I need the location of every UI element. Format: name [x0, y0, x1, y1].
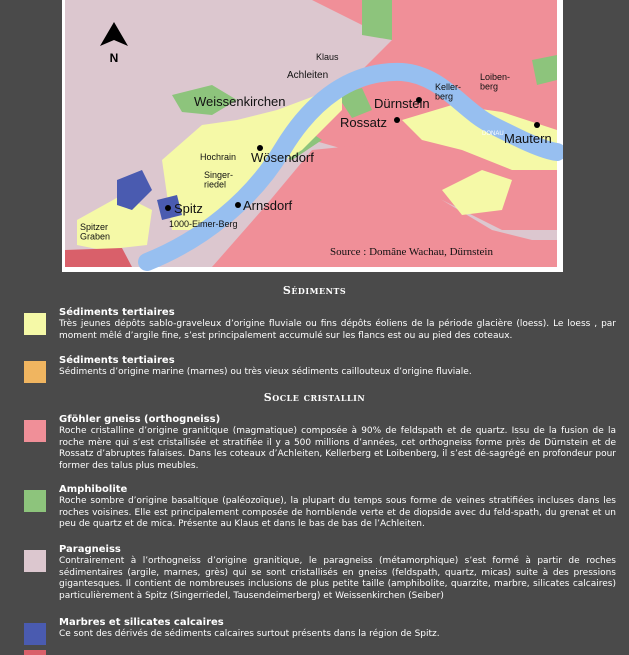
label-kellerberg: Keller-berg [435, 82, 462, 102]
legend-title: Sédiments tertiaires [59, 355, 175, 366]
label-klaus: Klaus [316, 52, 339, 62]
section-heading-socle: Socle cristallin [263, 391, 366, 404]
legend-desc: Roche sombre d’origine basaltique (paléozoïque), la plupart du temps sous forme de veines stratifiées incluses dans les roches voisines. Elle est principalement composée de hornblende verte et de diopside avec du feld-spath, du grenat et un peu de quartz et de mica. Présente au Klaus et dans le bas de bas de l’Achleiten. [59, 496, 616, 530]
label-woesendorf: Wösendorf [251, 150, 314, 165]
label-rossatz: Rossatz [340, 115, 387, 130]
label-achleiten: Achleiten [287, 70, 329, 81]
label-arnsdorf: Arnsdorf [243, 198, 293, 213]
label-spitz: Spitz [174, 201, 203, 216]
label-singerriedel: Singer-riedel [204, 170, 234, 190]
section-heading-sediments: Sédiments [282, 284, 347, 297]
swatch-marbres [24, 623, 46, 645]
north-label: N [109, 51, 119, 65]
label-spitzer-graben: Spitzer Graben [80, 222, 111, 242]
legend-desc: Ce sont des dérivés de sédiments calcaires surtout présents dans la région de Spitz. [59, 629, 440, 639]
swatch-amphibolite [24, 490, 46, 512]
label-loibenberg: Loiben-berg [480, 72, 511, 92]
label-duernstein: Dürnstein [374, 96, 430, 111]
swatch-next-partial [24, 650, 46, 655]
legend-title: Paragneiss [59, 544, 121, 555]
swatch-paragneiss [24, 550, 46, 572]
label-tausendeimerberg: 1000-Eimer-Berg [169, 219, 238, 229]
geology-map [62, 0, 563, 272]
legend-desc: Sédiments d’origine marine (marnes) ou très vieux sédiments caillouteux d’origine fluviale. [59, 367, 472, 377]
label-weissenkirchen: Weissenkirchen [194, 94, 286, 109]
label-donau: DONAU [482, 131, 504, 137]
amphibolite-1 [362, 0, 392, 40]
label-mautern: Mautern [504, 131, 552, 146]
label-hochrain: Hochrain [200, 152, 237, 162]
swatch-marnes [24, 361, 46, 383]
map-source: Source : Domâne Wachau, Dürnstein [330, 246, 493, 258]
legend-desc: Contrairement à l’orthogneiss d’origine granitique, le paragneiss (métamorphique) s’est formé à partir de roches sédimentaires (argile, marnes, grès) qui se sont cristallisés en gneiss (feldspath, quartz, micas) suite à des pressions gigantesques. Il contient de nombreuses inclusions de plus petite taille (amphibolite, quarzite, marbre, silicates calcaires) particulièrement à Spitz (Singerriedel, Tausendeimerberg) et Weissenkirchen (Seiber) [59, 556, 616, 601]
red-strip [65, 248, 132, 267]
legend-title: Sédiments tertiaires [59, 307, 175, 318]
map-drawing [62, 0, 563, 272]
legend-title: Marbres et silicates calcaires [59, 617, 224, 628]
legend-title: Amphibolite [59, 484, 128, 495]
swatch-orthogneiss [24, 420, 46, 442]
swatch-loess [24, 313, 46, 335]
legend-title: Gföhler gneiss (orthogneiss) [59, 414, 221, 425]
legend-desc: Très jeunes dépôts sablo-graveleux d’origine fluviale ou fins dépôts éoliens de la période glacière (loess). Le loess , par moment mêlé d’argile fine, s’est principalement accumulé sur les flancs est ou au pied des coteaux. [59, 319, 616, 341]
legend-desc: Roche cristalline d’origine granitique (magmatique) composée à 90% de feldspath et de quartz. Issu de la fusion de la roche mère qui s’est cristallisée et stratifiée il y a 500 millions d’années, cet orthogneiss forme près de Dürnstein et de Rossatz d’abruptes falaises. Dans les coteaux d’Achleiten, Kellerberg et Loibenberg, il s’est dé-sagrégé en profondeur pour former des talus plus meubles. [59, 426, 616, 471]
